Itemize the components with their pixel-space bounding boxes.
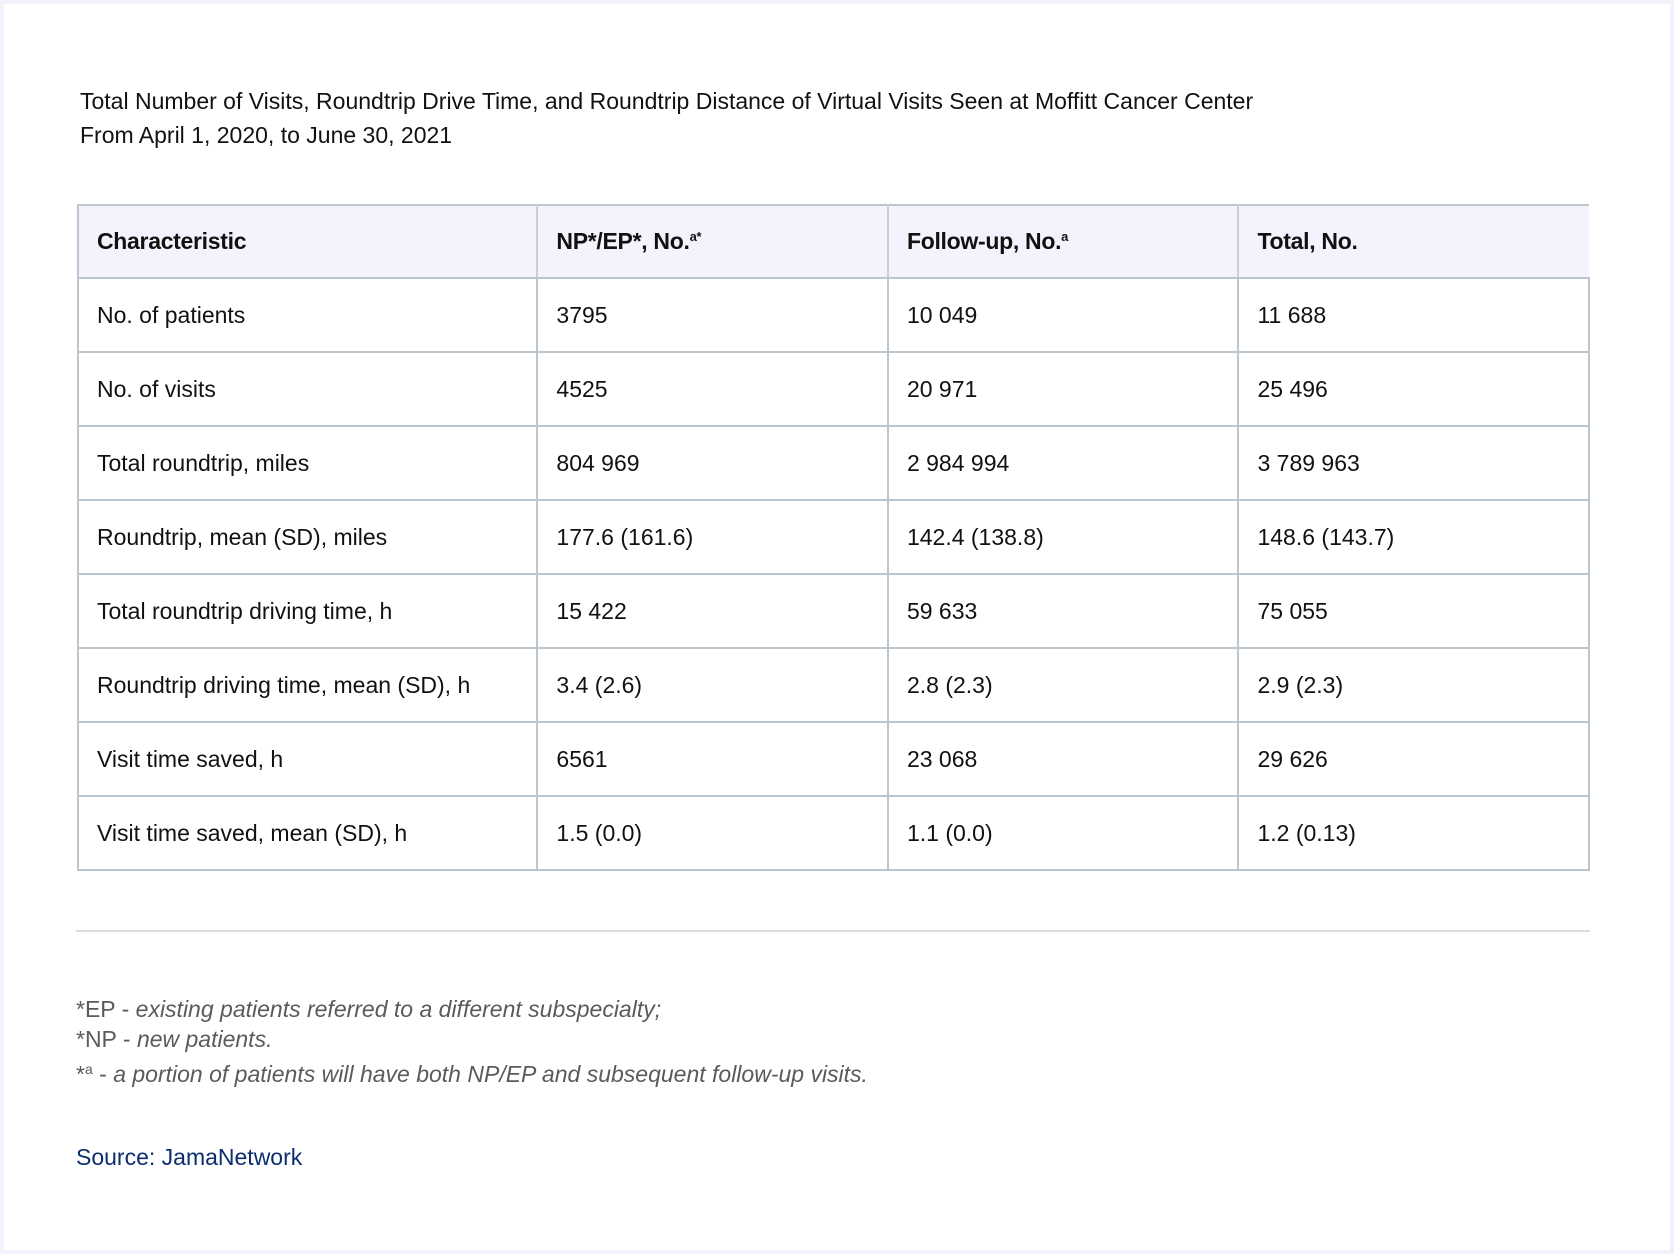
header-characteristic [78, 205, 537, 278]
cell-total: 2.9 (2.3) [1238, 648, 1589, 722]
cell-follow-up: 10 049 [888, 278, 1239, 352]
cell-follow-up: 59 633 [888, 574, 1239, 648]
table-row [78, 426, 1589, 500]
footnote-prefix: *EP - [76, 996, 136, 1022]
cell-follow-up: 20 971 [888, 352, 1239, 426]
table-body [78, 278, 1589, 870]
cell-np-ep: 804 969 [537, 426, 888, 500]
cell-np-ep: 1.5 (0.0) [537, 796, 888, 870]
cell-np-ep: 3795 [537, 278, 888, 352]
cell-np-ep: 177.6 (161.6) [537, 500, 888, 574]
table-row [78, 352, 1589, 426]
cell-total: 148.6 (143.7) [1238, 500, 1589, 574]
cell-np-ep: 6561 [537, 722, 888, 796]
cell-np-ep: 4525 [537, 352, 888, 426]
footnote-text: new patients. [136, 1026, 273, 1052]
footnote-prefix: * [76, 1061, 85, 1087]
cell-characteristic: Total roundtrip driving time, h [78, 574, 537, 648]
cell-characteristic: No. of patients [78, 278, 537, 352]
header-label: Total, No. [1257, 228, 1358, 254]
cell-characteristic: No. of visits [78, 352, 537, 426]
table-row [78, 722, 1589, 796]
header-total [1238, 205, 1589, 278]
table-row [78, 500, 1589, 574]
footnote-np [76, 1024, 868, 1054]
header-follow-up [888, 205, 1239, 278]
data-table [77, 204, 1590, 871]
footnotes [76, 994, 868, 1089]
cell-characteristic: Roundtrip, mean (SD), miles [78, 500, 537, 574]
header-row [78, 205, 1589, 278]
table-header [78, 205, 1589, 278]
cell-follow-up: 1.1 (0.0) [888, 796, 1239, 870]
cell-np-ep: 15 422 [537, 574, 888, 648]
header-np-ep [537, 205, 888, 278]
cell-characteristic: Total roundtrip, miles [78, 426, 537, 500]
cell-follow-up: 2.8 (2.3) [888, 648, 1239, 722]
header-footnote-mark: a [1061, 229, 1069, 244]
footnote-text: existing patients referred to a different subspecialty; [135, 996, 662, 1022]
footnote-prefix: *NP - [76, 1026, 137, 1052]
cell-total: 25 496 [1238, 352, 1589, 426]
header-label: NP*/EP*, No. [556, 228, 690, 254]
cell-total: 29 626 [1238, 722, 1589, 796]
source-link[interactable]: Source: JamaNetwork [76, 1144, 303, 1170]
cell-characteristic: Visit time saved, mean (SD), h [78, 796, 537, 870]
table-title [80, 84, 1253, 152]
cell-np-ep: 3.4 (2.6) [537, 648, 888, 722]
title-line-1: Total Number of Visits, Roundtrip Drive Time, and Roundtrip Distance of Virtual Visits Seen at Moffitt Cancer Center [80, 88, 1254, 114]
cell-characteristic: Roundtrip driving time, mean (SD), h [78, 648, 537, 722]
cell-follow-up: 23 068 [888, 722, 1239, 796]
section-divider [76, 930, 1590, 932]
footnote-ep [76, 994, 868, 1024]
header-footnote-mark: a* [689, 229, 702, 244]
header-label: Characteristic [97, 228, 247, 254]
title-line-2: From April 1, 2020, to June 30, 2021 [80, 122, 453, 148]
table-row [78, 648, 1589, 722]
footnote-text: a portion of patients will have both NP/EP and subsequent follow-up visits. [113, 1061, 868, 1087]
cell-follow-up: 2 984 994 [888, 426, 1239, 500]
table-row [78, 574, 1589, 648]
footnote-a [76, 1054, 868, 1089]
footnote-separator: - [92, 1061, 114, 1087]
cell-follow-up: 142.4 (138.8) [888, 500, 1239, 574]
cell-total: 11 688 [1238, 278, 1589, 352]
table-row [78, 796, 1589, 870]
cell-total: 1.2 (0.13) [1238, 796, 1589, 870]
cell-total: 75 055 [1238, 574, 1589, 648]
header-label: Follow-up, No. [906, 228, 1062, 254]
cell-total: 3 789 963 [1238, 426, 1589, 500]
cell-characteristic: Visit time saved, h [78, 722, 537, 796]
footnote-mark: a [84, 1061, 93, 1077]
table-row [78, 278, 1589, 352]
